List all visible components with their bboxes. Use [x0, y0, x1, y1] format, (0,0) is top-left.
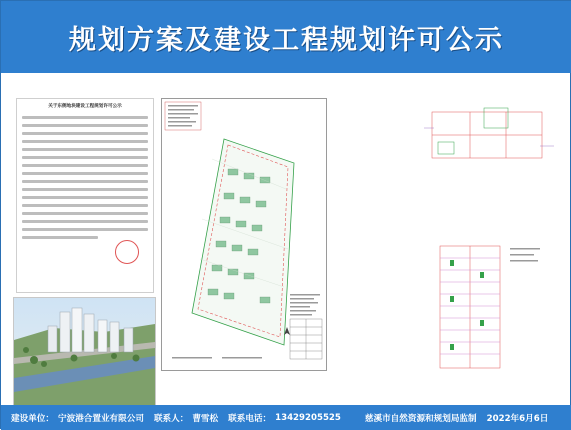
- notice-text-line: [22, 204, 148, 207]
- notice-text-line: [22, 188, 148, 191]
- notice-document: [16, 98, 154, 293]
- notice-text-line: [22, 228, 148, 231]
- notice-text-line: [22, 124, 148, 127]
- notice-text-line: [22, 236, 98, 239]
- notice-text-line: [22, 148, 148, 151]
- footer-info-bar: [1, 405, 571, 430]
- notice-title: 关于东侧地块建设工程规划许可公示: [48, 104, 122, 109]
- notice-text-line: [22, 212, 148, 215]
- notice-text-line: [22, 220, 148, 223]
- phone-label: 联系电话：: [228, 413, 272, 424]
- official-seal-icon: [115, 240, 139, 264]
- title-banner: [1, 1, 571, 73]
- notice-text-line: [22, 164, 148, 167]
- notice-text-line: [22, 116, 148, 119]
- phone-number: 13429205525: [275, 412, 341, 423]
- contact-name: 曹雪松: [192, 413, 219, 424]
- publish-date: 2022年6月6日: [486, 413, 549, 424]
- notice-text-line: [22, 196, 148, 199]
- contact-label: 联系人：: [153, 413, 189, 424]
- notice-text-line: [22, 132, 148, 135]
- building-drawings: [414, 98, 559, 379]
- page-title: 规划方案及建设工程规划许可公示: [69, 24, 504, 56]
- aerial-rendering-image: [13, 297, 156, 406]
- site-plan-drawing: [161, 98, 327, 371]
- authority-name: 慈溪市自然资源和规划局监制: [364, 413, 477, 424]
- notice-text-line: [22, 172, 148, 175]
- rendering-illustration: [14, 298, 155, 405]
- notice-text-line: [22, 156, 148, 159]
- builder-name: 宁波港合置业有限公司: [57, 413, 144, 424]
- notice-text-line: [22, 140, 148, 143]
- notice-text-line: [22, 180, 148, 183]
- building-drawings-illustration: [414, 98, 559, 379]
- builder-label: 建设单位：: [11, 413, 54, 424]
- site-plan-illustration: [162, 99, 326, 370]
